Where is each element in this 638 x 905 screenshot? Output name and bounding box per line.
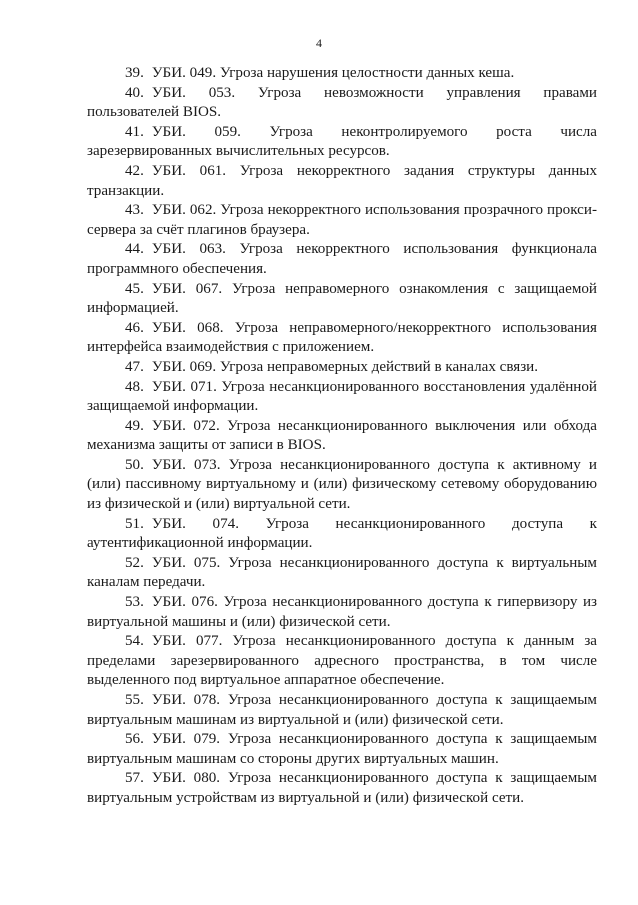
list-item	[87, 319, 597, 358]
item-number: 52.	[125, 554, 144, 571]
list-item	[87, 632, 597, 691]
item-number: 43.	[125, 202, 144, 219]
item-text: УБИ. 049. Угроза нарушения целостности данных кеша.	[151, 65, 515, 81]
list-item	[87, 691, 597, 730]
item-text: УБИ. 063. Угроза некорректного использования функционала программного обеспечения.	[87, 241, 597, 277]
page-number: 4	[316, 36, 322, 50]
list-item	[87, 554, 597, 593]
item-number: 49.	[125, 417, 144, 434]
item-number: 48.	[125, 378, 144, 395]
item-text: УБИ. 078. Угроза несанкционированного доступа к защищаемым виртуальным машинам из виртуальной и (или) физической сети.	[87, 692, 597, 728]
item-number: 41.	[125, 123, 144, 140]
item-text: УБИ. 076. Угроза несанкционированного доступа к гипервизору из виртуальной машины и (или) физической сети.	[87, 594, 597, 630]
list-item	[87, 123, 597, 162]
list-item	[87, 378, 597, 417]
item-number: 57.	[125, 770, 144, 787]
item-number: 39.	[125, 65, 144, 81]
item-text: УБИ. 062. Угроза некорректного использования прозрачного прокси-сервера за счёт плагинов браузера.	[87, 202, 597, 238]
item-text: УБИ. 075. Угроза несанкционированного доступа к виртуальным каналам передачи.	[87, 554, 597, 591]
list-item	[87, 515, 597, 554]
list-item	[87, 456, 597, 515]
item-text: УБИ. 067. Угроза неправомерного ознакомления с защищаемой информацией.	[87, 280, 597, 317]
list-item	[87, 64, 597, 84]
item-number: 40.	[125, 84, 144, 101]
list-item	[87, 280, 597, 319]
item-number: 44.	[125, 241, 144, 258]
item-text: УБИ. 061. Угроза некорректного задания структуры данных транзакции.	[87, 162, 597, 199]
item-text: УБИ. 059. Угроза неконтролируемого роста числа зарезервированных вычислительных ресурсов.	[87, 123, 597, 160]
item-number: 50.	[125, 456, 144, 473]
item-number: 56.	[125, 731, 144, 748]
threat-list	[87, 64, 597, 809]
item-text: УБИ. 080. Угроза несанкционированного доступа к защищаемым виртуальным устройствам из виртуальной и (или) физической сети.	[87, 770, 597, 806]
item-text: УБИ. 077. Угроза несанкционированного доступа к данным за пределами зарезервированного адресного пространства, в том числе выделенного под виртуальное аппаратное обеспечение.	[87, 633, 597, 689]
item-text: УБИ. 069. Угроза неправомерных действий в каналах связи.	[151, 358, 539, 375]
item-number: 45.	[125, 280, 144, 297]
item-number: 54.	[125, 633, 144, 650]
item-text: УБИ. 074. Угроза несанкционированного доступа к аутентификационной информации.	[87, 515, 597, 552]
list-item	[87, 201, 597, 240]
item-number: 42.	[125, 162, 144, 179]
list-item	[87, 593, 597, 632]
list-item	[87, 162, 597, 201]
item-number: 55.	[125, 692, 144, 708]
list-item	[87, 358, 597, 378]
item-text: УБИ. 053. Угроза невозможности управления правами пользователей BIOS.	[87, 84, 597, 121]
item-number: 51.	[125, 515, 144, 532]
item-text: УБИ. 073. Угроза несанкционированного доступа к активному и (или) пассивному виртуальному и (или) физическому сетевому оборудованию из физической и (или) виртуальной сети.	[87, 456, 597, 513]
list-item	[87, 417, 597, 456]
item-number: 46.	[125, 319, 144, 336]
item-text: УБИ. 079. Угроза несанкционированного доступа к защищаемым виртуальным машинам со стороны других виртуальных машин.	[87, 731, 597, 767]
item-number: 47.	[125, 358, 144, 375]
list-item	[87, 84, 597, 123]
item-text: УБИ. 071. Угроза несанкционированного восстановления удалённой защищаемой информации.	[87, 378, 597, 415]
list-item	[87, 240, 597, 279]
list-item	[87, 769, 597, 808]
list-item	[87, 730, 597, 769]
item-text: УБИ. 068. Угроза неправомерного/некорректного использования интерфейса взаимодействия с приложением.	[87, 319, 597, 356]
item-text: УБИ. 072. Угроза несанкционированного выключения или обхода механизма защиты от записи в BIOS.	[87, 417, 597, 454]
item-number: 53.	[125, 594, 144, 611]
